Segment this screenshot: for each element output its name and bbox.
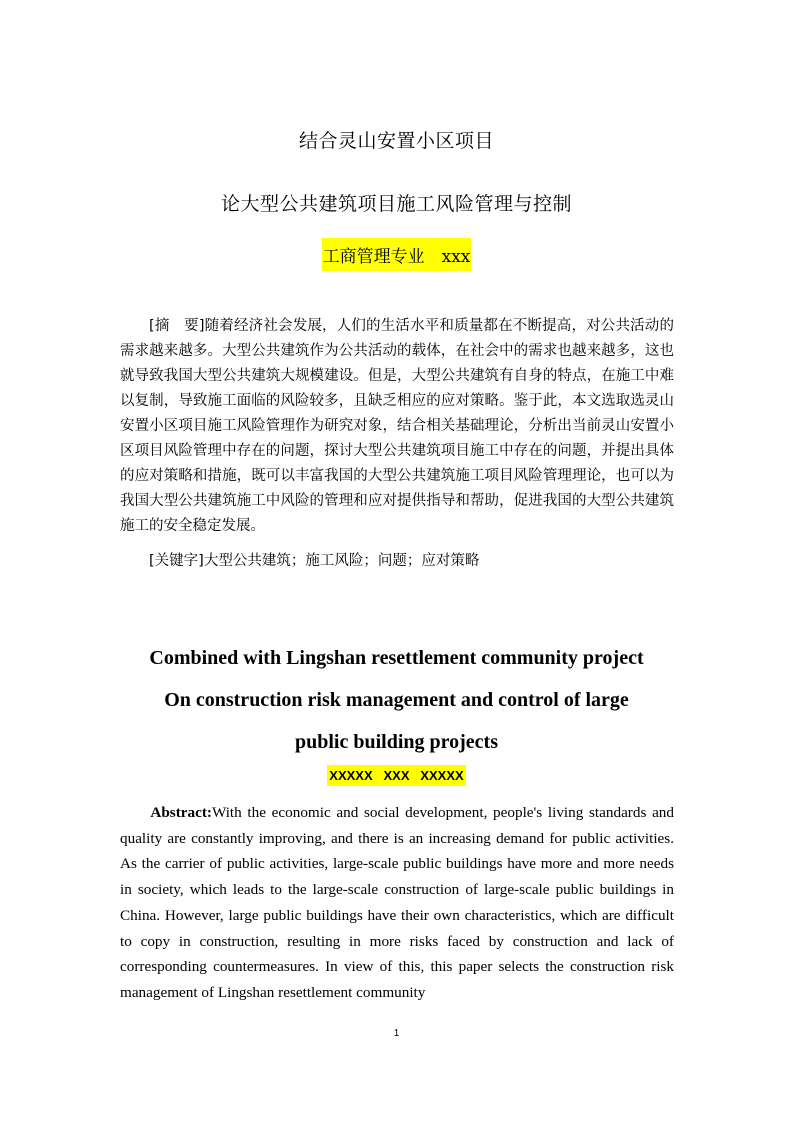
chinese-abstract-text: 随着经济社会发展，人们的生活水平和质量都在不断提高，对公共活动的需求越来越多。大型公共建筑作为公共活动的载体，在社会中的需求也越来越多，这也就导致我国大型公共建筑大规模建设。但是，大型公共建筑有自身的特点，在施工中难以复制，导致施工面临的风险较多，且缺乏相应的应对策略。鉴于此，本文选取选灵山安置小区项目施工风险管理作为研究对象，结合相关基础理论，分析出当前灵山安置小区项目风险管理中存在的问题，探讨大型公共建筑项目施工中存在的问题，并提出具体的应对策略和措施，既可以丰富我国的大型公共建筑施工项目风险管理理论，也可以为我国大型公共建筑施工中风险的管理和应对提供指导和帮助，促进我国的大型公共建筑施工的安全稳定发展。: [120, 318, 674, 534]
chinese-abstract: [120, 314, 674, 539]
english-author-highlighted: XXXXX XXX XXXXX: [327, 765, 465, 786]
english-abstract-label: Abstract:: [150, 804, 212, 821]
page-number: 1: [393, 1028, 400, 1039]
english-title-line-3: public building projects: [294, 731, 499, 753]
chinese-keywords-label: [关键字]: [149, 553, 204, 569]
english-title-line-1: Combined with Lingshan resettlement community project: [149, 647, 644, 669]
chinese-abstract-label: [摘 要]: [149, 318, 205, 334]
english-abstract-text: With the economic and social development, people's living standards and quality are constantly improving, and there is an increasing demand for public activities. As the carrier of public activities, large-scale public buildings have more and more needs in society, which leads to the large-scale construction of large-scale public buildings in China. However, large public buildings have their own characteristics, which are difficult to copy in construction, resulting in more risks faced by construction and lack of corresponding countermeasures. In view of this, this paper selects the construction risk management of Lingshan resettlement community: [120, 804, 674, 1001]
chinese-author-highlighted: 工商管理专业 xxx: [322, 238, 472, 271]
english-abstract: [120, 800, 674, 1006]
english-author-line: [0, 765, 793, 786]
chinese-author-line: [0, 238, 793, 271]
english-title-line-2: On construction risk management and control of large: [164, 689, 629, 711]
chinese-keywords-text: 大型公共建筑；施工风险；问题；应对策略: [203, 553, 480, 569]
chinese-title-line-1: 结合灵山安置小区项目: [298, 130, 494, 152]
chinese-keywords: [120, 549, 674, 574]
chinese-title-line-2: 论大型公共建筑项目施工风险管理与控制: [220, 193, 572, 215]
